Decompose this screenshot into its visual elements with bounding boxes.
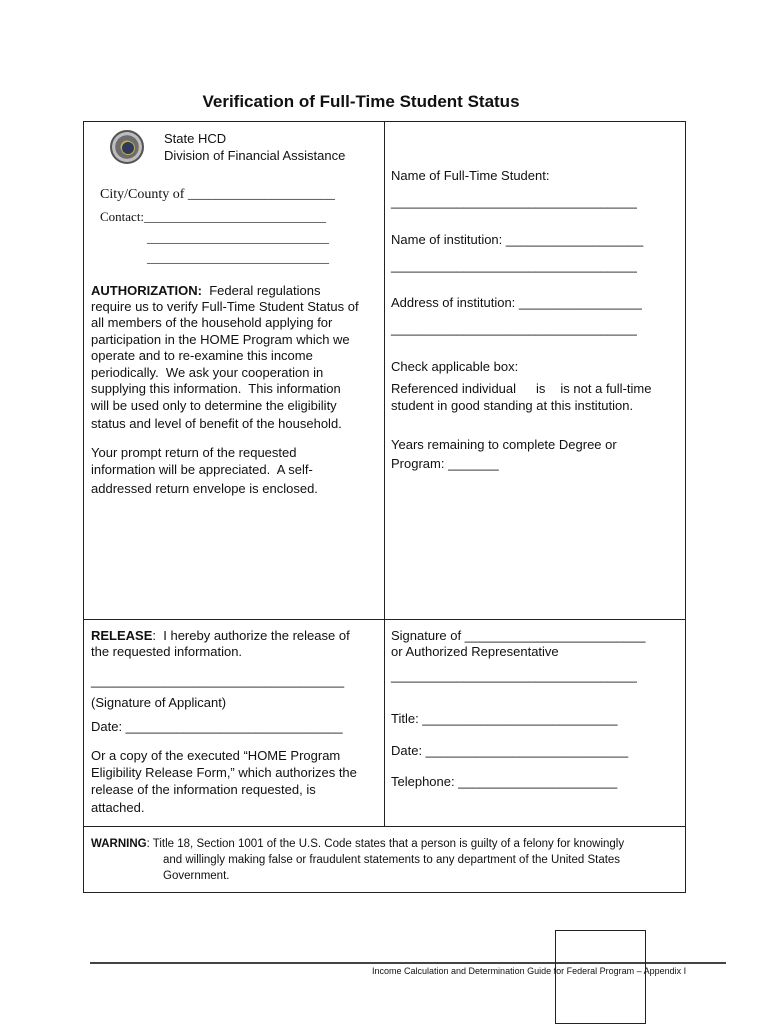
years-remaining-field[interactable]: Program: _______ <box>391 456 499 471</box>
city-county-field[interactable]: City/County of _____________________ <box>100 187 335 202</box>
authorization-line-4: participation in the HOME Program which we <box>91 332 350 347</box>
copy-line-4: attached. <box>91 800 145 815</box>
copy-line-2: Eligibility Release Form,” which authorizes the <box>91 765 357 780</box>
representative-signature-field[interactable]: __________________________________ <box>391 668 637 683</box>
warning-label: WARNING <box>91 838 147 850</box>
authorization-label: AUTHORIZATION: <box>91 283 202 298</box>
footer-box <box>555 930 646 1024</box>
release-line-2: the requested information. <box>91 644 243 659</box>
state-seal-icon <box>110 130 144 164</box>
authorization-line-8: will be used only to determine the eligibility <box>91 398 337 413</box>
authorization-line-2: require us to verify Full-Time Student Status of <box>91 299 359 314</box>
check-line-2: student in good standing at this institution. <box>391 398 634 413</box>
agency-division: Division of Financial Assistance <box>164 148 346 163</box>
warning-line-3: Government. <box>163 870 230 882</box>
status-is-not-option[interactable]: is not a full-time <box>560 381 652 396</box>
contact-field[interactable]: Contact:____________________________ <box>100 209 327 224</box>
authorization-line-9: status and level of benefit of the household. <box>91 416 342 431</box>
student-name-label: Name of Full-Time Student: <box>391 168 550 183</box>
section-divider-warning <box>83 826 686 827</box>
footer-text: Income Calculation and Determination Guide for Federal Program – Appendix I <box>372 966 687 976</box>
authorization-line-6: periodically. We ask your cooperation in <box>91 365 324 380</box>
section-divider-release <box>83 619 686 620</box>
title-field[interactable]: Title: ___________________________ <box>391 711 618 726</box>
column-divider <box>384 121 385 827</box>
verifier-date-field[interactable]: Date: ____________________________ <box>391 743 629 758</box>
status-is-option[interactable]: is <box>536 381 546 396</box>
release-line-1 <box>91 627 350 644</box>
institution-name-field[interactable]: Name of institution: ___________________ <box>391 232 644 247</box>
student-name-field[interactable]: __________________________________ <box>391 194 637 209</box>
check-box-label: Check applicable box: <box>391 359 519 374</box>
authorization-line-5: operate and to re-examine this income <box>91 348 313 363</box>
copy-line-3: release of the information requested, is <box>91 782 316 797</box>
applicant-signature-field[interactable]: ___________________________________ <box>91 673 345 688</box>
contact-field-line3[interactable]: ____________________________ <box>147 250 329 265</box>
warning-line-2: and willingly making false or fraudulent statements to any department of the United States <box>163 854 621 866</box>
return-line-1: Your prompt return of the requested <box>91 445 297 460</box>
authorized-representative-label: or Authorized Representative <box>391 644 559 659</box>
page-title: Verification of Full-Time Student Status <box>202 92 520 111</box>
release-label: RELEASE <box>91 628 153 643</box>
signature-of-field[interactable]: Signature of _________________________ <box>391 628 646 643</box>
applicant-signature-label: (Signature of Applicant) <box>91 695 227 710</box>
applicant-date-field[interactable]: Date: ______________________________ <box>91 719 343 734</box>
copy-line-1: Or a copy of the executed “HOME Program <box>91 748 341 763</box>
institution-address-field-line2[interactable]: __________________________________ <box>391 321 637 336</box>
institution-name-field-line2[interactable]: __________________________________ <box>391 258 637 273</box>
check-line-1 <box>391 380 651 397</box>
warning-text-1: : Title 18, Section 1001 of the U.S. Code states that a person is guilty of a felony for knowingly <box>146 838 625 850</box>
return-line-3: addressed return envelope is enclosed. <box>91 481 318 496</box>
years-remaining-label: Years remaining to complete Degree or <box>391 437 617 452</box>
contact-field-line2[interactable]: ____________________________ <box>147 230 329 245</box>
authorization-line-1 <box>91 282 321 299</box>
release-text-1: : I hereby authorize the release of <box>152 628 350 643</box>
warning-line-1 <box>91 836 624 852</box>
telephone-field[interactable]: Telephone: ______________________ <box>391 774 618 789</box>
referenced-individual-text: Referenced individual <box>391 381 517 396</box>
authorization-text-start: Federal regulations <box>209 283 321 298</box>
authorization-line-7: supplying this information. This information <box>91 381 341 396</box>
institution-address-field[interactable]: Address of institution: _________________ <box>391 295 642 310</box>
return-line-2: information will be appreciated. A self- <box>91 462 313 477</box>
agency-name: State HCD <box>164 131 227 146</box>
authorization-line-3: all members of the household applying for <box>91 315 333 330</box>
